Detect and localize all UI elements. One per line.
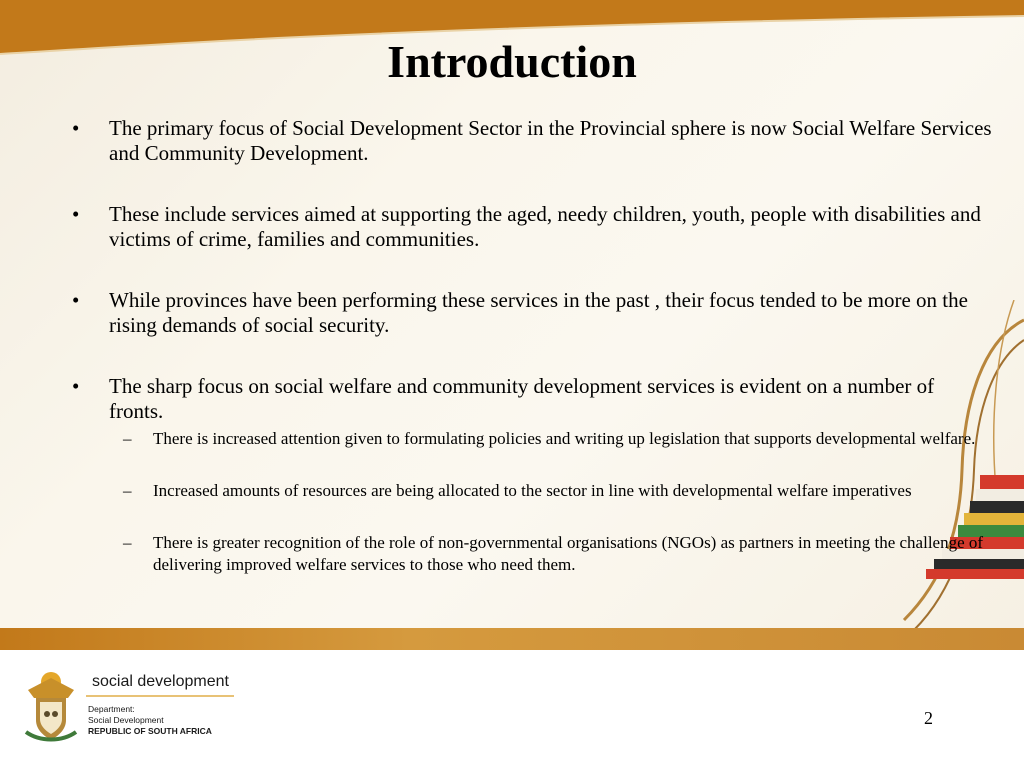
bullet-item: [72, 116, 992, 166]
sub-bullet-text: There is greater recognition of the role of non-governmental organisations (NGOs) as partners in meeting the challenge of delivering improved welfare services to those who need them.: [153, 533, 984, 574]
department-label: Department:: [88, 704, 135, 714]
bullet-marker: •: [72, 116, 80, 140]
department-name: Social Development: [88, 715, 164, 725]
slide-title: Introduction: [387, 36, 637, 87]
bullet-marker: •: [72, 288, 80, 312]
sub-bullet-item: [72, 480, 989, 502]
sub-bullet-text: There is increased attention given to formulating policies and writing up legislation that supports developmental welfare.: [153, 429, 976, 448]
bottom-decorative-band: [0, 628, 1024, 650]
bullet-item: [72, 288, 992, 338]
sub-bullet-item: [72, 428, 989, 450]
bullet-item: [72, 202, 992, 252]
sub-bullet-marker: –: [123, 533, 132, 552]
department-block: [88, 704, 212, 737]
bullet-text: The primary focus of Social Development Sector in the Provincial sphere is now Social Welfare Services and Community Development.: [109, 116, 992, 165]
country-name: REPUBLIC OF SOUTH AFRICA: [88, 726, 212, 736]
sub-bullet-marker: –: [123, 429, 132, 448]
bullet-text: The sharp focus on social welfare and community development services is evident on a number of fronts.: [109, 374, 935, 423]
bullet-item: [72, 374, 992, 424]
brand-name: social development: [86, 669, 234, 697]
bullet-text: These include services aimed at supporting the aged, needy children, youth, people with disabilities and victims of crime, families and communities.: [109, 202, 981, 251]
bullet-marker: •: [72, 374, 80, 398]
sub-bullet-text: Increased amounts of resources are being allocated to the sector in line with developmental welfare imperatives: [153, 481, 912, 500]
bullet-text: While provinces have been performing these services in the past , their focus tended to be more on the rising demands of social security.: [109, 288, 968, 337]
sub-bullet-item: [72, 532, 989, 576]
page-number: 2: [924, 708, 933, 728]
sub-bullet-marker: –: [123, 481, 132, 500]
slide-content: [72, 116, 992, 606]
coat-of-arms-icon: [22, 668, 80, 744]
bullet-marker: •: [72, 202, 80, 226]
